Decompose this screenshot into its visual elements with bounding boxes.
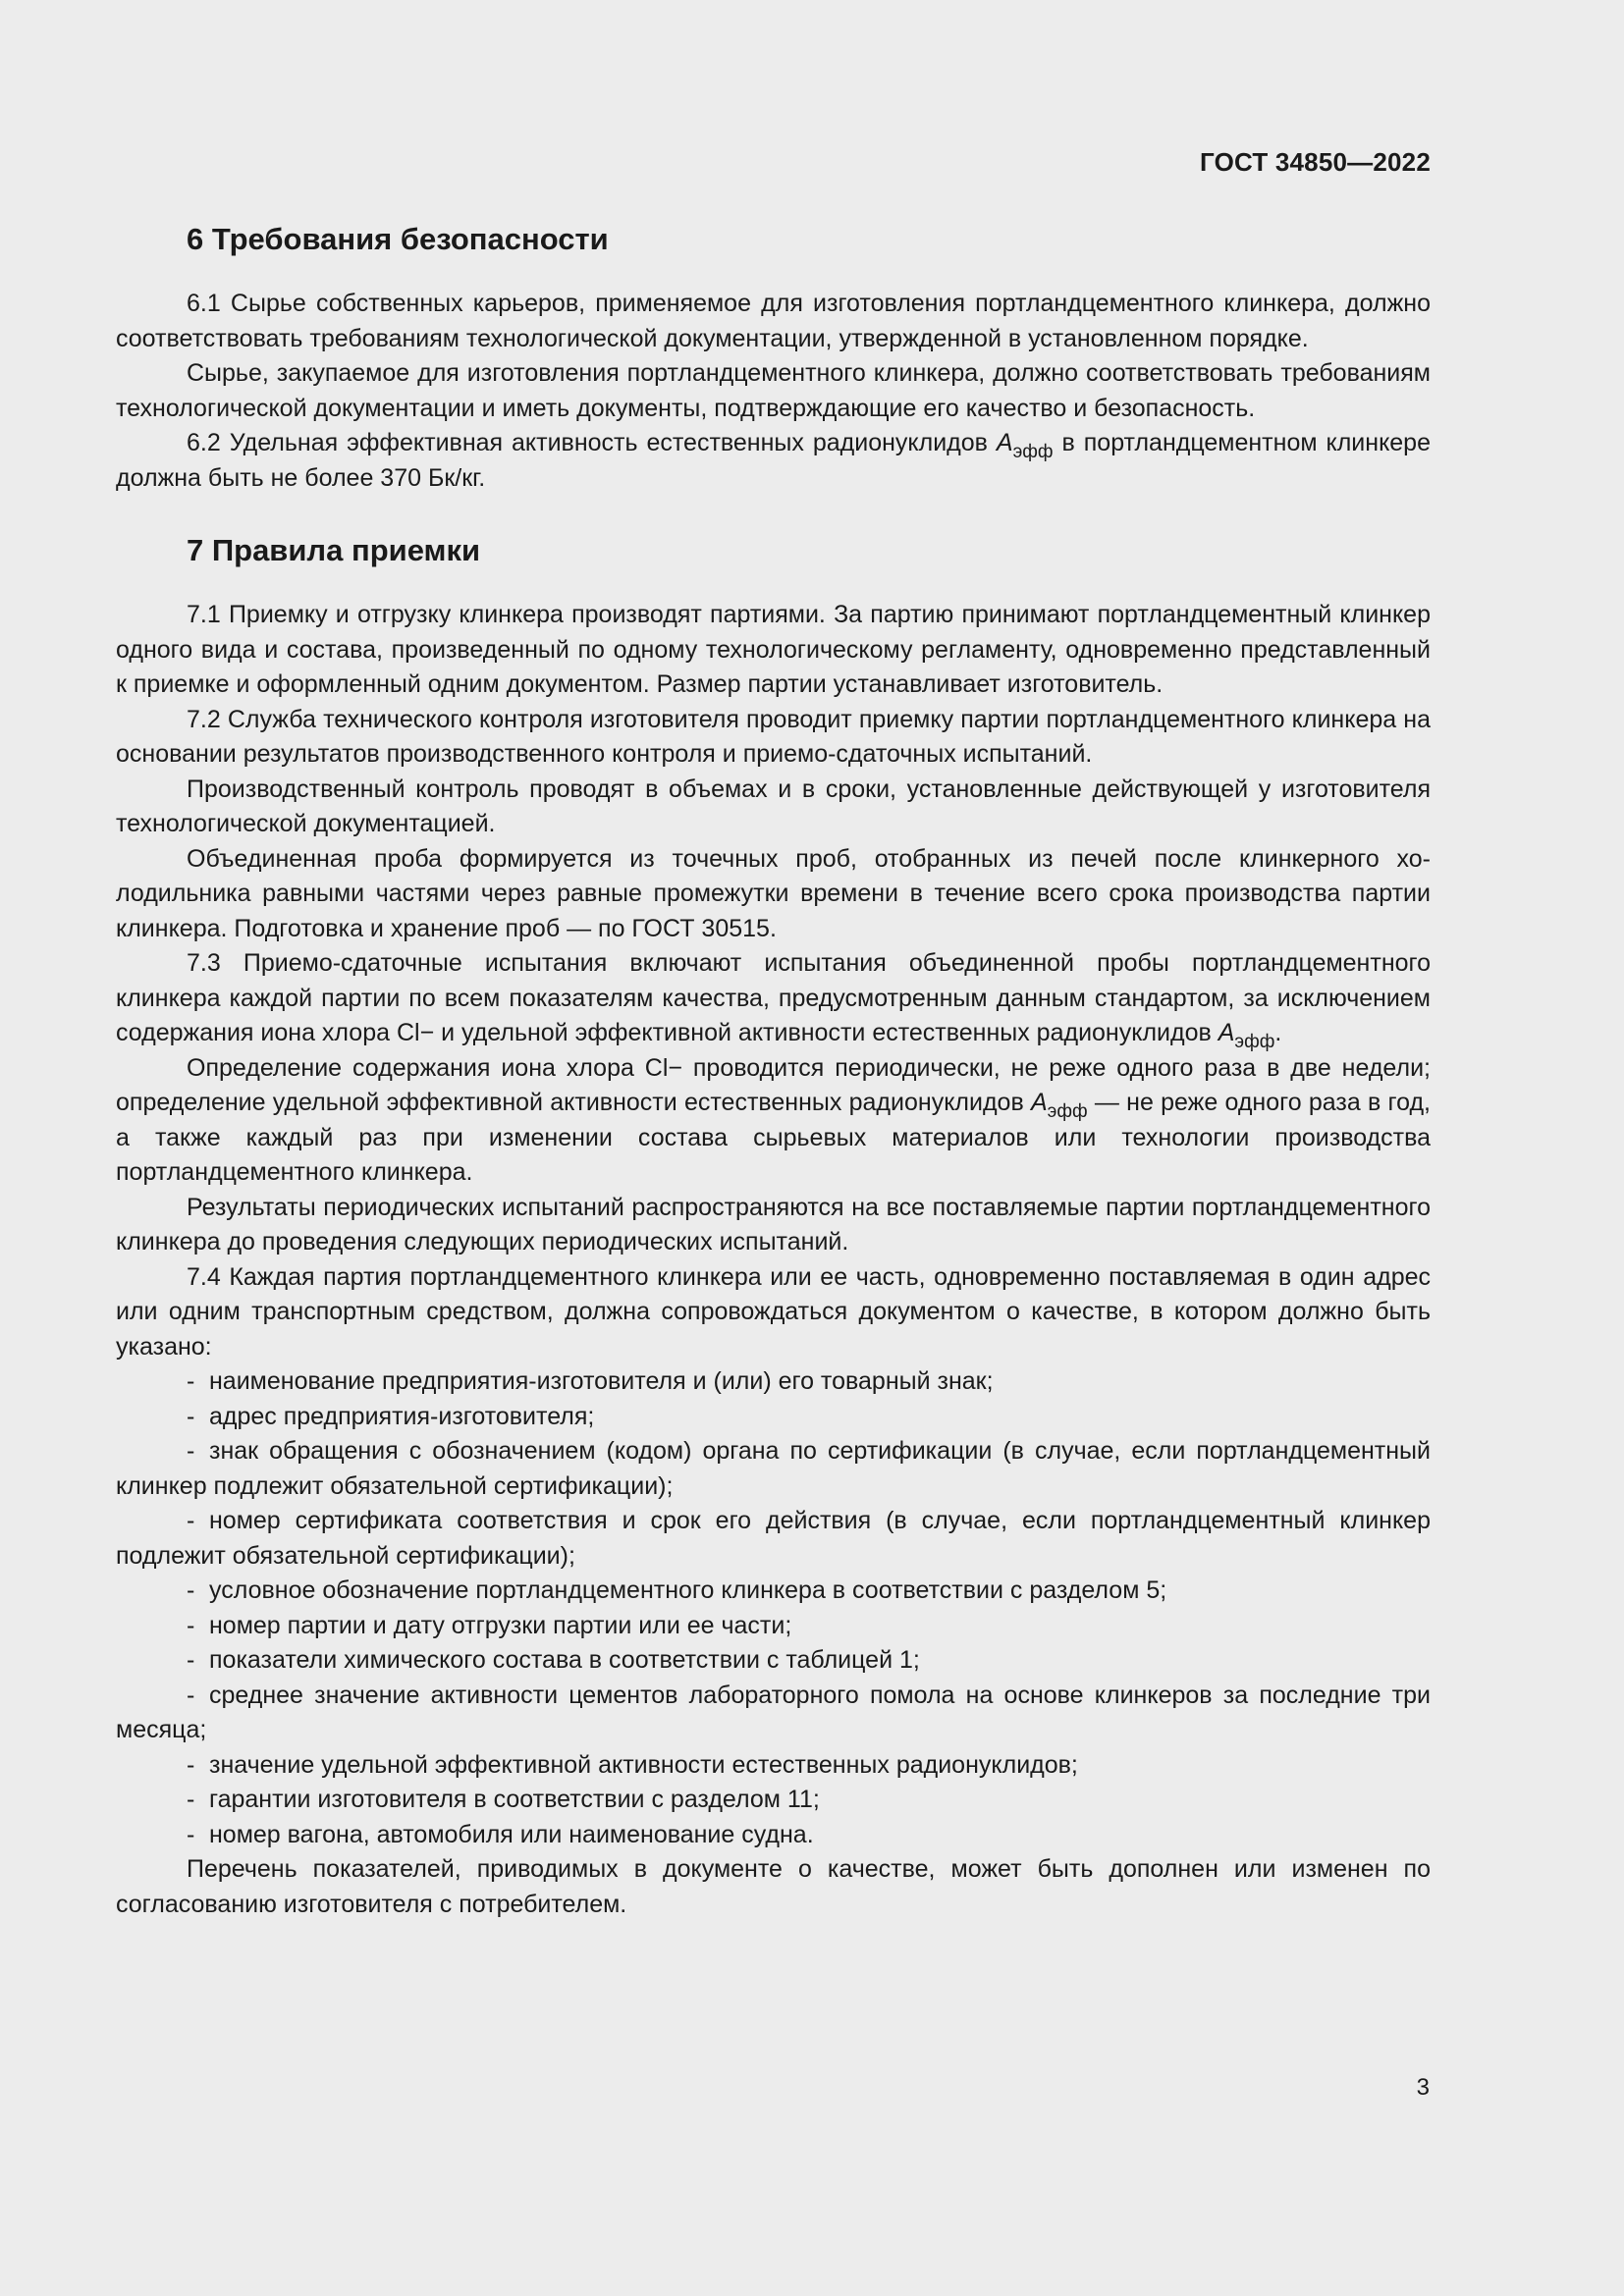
list-marker: - — [187, 1611, 195, 1639]
list-item — [116, 1679, 1431, 1748]
paragraph-7-3-periodic — [116, 1051, 1431, 1191]
list-item — [116, 1364, 1431, 1400]
list-marker: - — [187, 1576, 195, 1604]
list-item — [116, 1818, 1431, 1853]
list-item-text: гарантии изготовителя в соответствии с разделом 11; — [209, 1786, 820, 1813]
activity-symbol: A — [1218, 1019, 1235, 1046]
list-marker: - — [187, 1402, 195, 1430]
paragraph-7-3-text-end: . — [1274, 1019, 1282, 1046]
paragraph-6-2-text: 6.2 Удельная эффективная активность естественных радионуклидов — [187, 429, 997, 456]
list-item-text: наименование предприятия-изготовителя и (или) его товарный знак; — [209, 1367, 994, 1395]
paragraph-7-2-production-control: Производственный контроль проводят в объемах и в сроки, установленные действующей у изготовителя технологической документацией. — [116, 774, 1431, 837]
list-marker: - — [187, 1507, 195, 1534]
list-marker: - — [187, 1786, 195, 1813]
activity-subscript: эфф — [1012, 442, 1054, 462]
activity-symbol: A — [1030, 1089, 1048, 1116]
list-item-text: номер сертификата соответствия и срок его действия (в случае, если портландцементный клинкер подлежит обязательной сертификации); — [116, 1507, 1431, 1570]
list-marker: - — [187, 1750, 195, 1779]
paragraph-7-4-final: Перечень показателей, приводимых в документе о качестве, может быть дополнен или изменен по согласованию изготовителя с потребителем. — [116, 1855, 1431, 1918]
list-marker: - — [187, 1820, 195, 1848]
list-item-text: знак обращения с обозначением (кодом) органа по сертификации (в случае, если портландцементный клинкер подлежит обязательной сертификации); — [116, 1437, 1431, 1500]
paragraph-7-2: 7.2 Служба технического контроля изготовителя проводит приемку партии портландцементного клинкера на основании результатов производственного контроля и приемо-сдаточных испытаний. — [116, 705, 1431, 768]
paragraph-6-1: 6.1 Сырье собственных карьеров, применяемое для изготовления портландцементного клинкера, должно соответствовать требованиям технологической документации, утвержденной в установленном порядке. — [116, 290, 1431, 352]
list-marker: - — [187, 1367, 195, 1395]
paragraph-7-3-results: Результаты периодических испытаний распространяются на все поставляемые партии портландцементного клинкера до проведения следующих периодических испытаний. — [116, 1193, 1431, 1255]
activity-subscript: эфф — [1234, 1032, 1275, 1052]
list-item — [116, 1504, 1431, 1574]
list-item — [116, 1434, 1431, 1504]
list-item-text: показатели химического состава в соответствии с таблицей 1; — [209, 1646, 920, 1674]
paragraph-7-3-periodic-text: Определение содержания иона хлора Cl− проводится периодически, не реже одного раза в две недели; определение удельной эффективной активности естественных радионуклидов — [116, 1053, 1431, 1116]
page-number: 3 — [1416, 2074, 1430, 2101]
list-item — [116, 1783, 1431, 1818]
page-content — [116, 220, 1431, 1922]
quality-document-list — [116, 1364, 1431, 1852]
activity-symbol: A — [996, 429, 1013, 456]
list-item-text: номер партии и дату отгрузки партии или ее части; — [209, 1611, 792, 1639]
list-item — [116, 1643, 1431, 1679]
list-item-text: адрес предприятия-изготовителя; — [209, 1402, 595, 1430]
list-marker: - — [187, 1681, 195, 1709]
section-6-title: 6 Требования безопасности — [187, 222, 609, 256]
paragraph-6-2 — [116, 426, 1431, 496]
paragraph-7-3-text: 7.3 Приемо-сдаточные испытания включают испытания объединенной пробы портландцементного клинкера каждой партии по всем показателям качества, предусмотренным данным стандартом, за исключением содержания иона хлора Cl− и удельной эффективной активности естественных радионуклидов — [116, 949, 1431, 1046]
paragraph-6-1-purchased: Сырье, закупаемое для изготовления портландцементного клинкера, должно соответствовать требованиям технологической документации и иметь документы, подтверждающие его качество и безопасность. — [116, 359, 1431, 422]
list-item-text: значение удельной эффективной активности естественных радионуклидов; — [209, 1750, 1078, 1779]
paragraph-6-2-text-end: в портландцементном клинкере должна быть не более 370 Бк/кг. — [116, 429, 1431, 492]
paragraph-7-4: 7.4 Каждая партия портландцементного клинкера или ее часть, одновременно поставляемая в один адрес или одним транспортным средством, должна сопровождаться документом о качестве, в котором должно быть указано: — [116, 1262, 1431, 1361]
list-item — [116, 1574, 1431, 1609]
paragraph-7-2-combined-sample: Объединенная проба формируется из точечных проб, отобранных из печей после клинкерного холодильника равными частями через равные промежутки времени в течение всего срока производства партии клинкера. Подготовка и хранение проб — по ГОСТ 30515. — [116, 844, 1431, 942]
paragraph-7-3-periodic-text-end: — не реже одного раза в год, а также каждый раз при изменении состава сырьевых материалов или технологии производства портландцементного клинкера. — [116, 1089, 1431, 1186]
paragraph-7-1: 7.1 Приемку и отгрузку клинкера производят партиями. За партию принимают портландцементный клинкер одного вида и состава, произведенный по одному технологическому регламенту, одновременно представленный к приемке и оформленный одним документом. Размер партии устанавливает изготовитель. — [116, 601, 1431, 698]
section-7-title: 7 Правила приемки — [187, 533, 481, 567]
document-id-header: ГОСТ 34850—2022 — [1200, 147, 1431, 177]
list-item-text: среднее значение активности цементов лабораторного помола на основе клинкеров за последние три месяца; — [116, 1681, 1431, 1743]
list-item — [116, 1748, 1431, 1784]
list-item — [116, 1609, 1431, 1644]
list-item-text: условное обозначение портландцементного клинкера в соответствии с разделом 5; — [209, 1576, 1167, 1604]
list-item-text: номер вагона, автомобиля или наименование судна. — [209, 1820, 814, 1848]
list-marker: - — [187, 1646, 195, 1674]
list-marker: - — [187, 1437, 195, 1465]
paragraph-7-3 — [116, 946, 1431, 1051]
activity-subscript: эфф — [1047, 1101, 1088, 1122]
list-item — [116, 1400, 1431, 1435]
